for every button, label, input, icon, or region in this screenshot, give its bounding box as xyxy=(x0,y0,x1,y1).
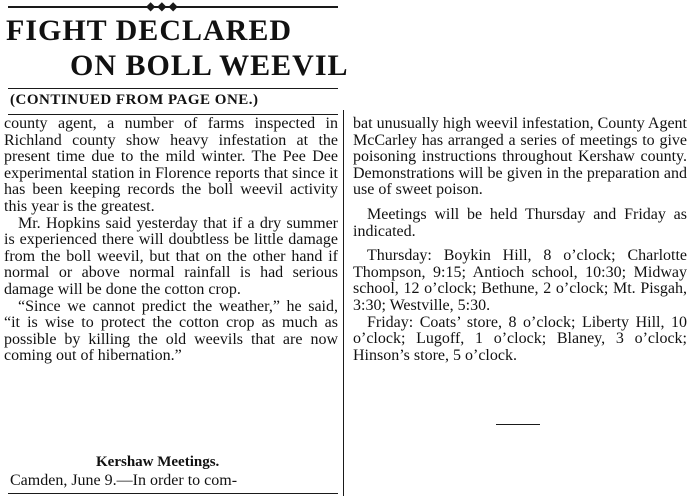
right-paragraph-2: Meetings will be held Thursday and Friday as indicated. xyxy=(353,205,687,240)
top-ornament-diamonds: ◆◆◆ xyxy=(146,0,180,13)
left-column xyxy=(4,116,338,365)
left-paragraph-1: county agent, a number of farms inspected in Richland county show heavy infestation at the present time due to the mild winter. The Pee Dee experimental station in Florence reports that since it has been keeping records the boll weevil activity this year is the greatest. xyxy=(4,115,338,215)
headline-bottom-rule xyxy=(8,88,338,89)
continued-from-label: (CONTINUED FROM PAGE ONE.) xyxy=(10,92,259,108)
left-paragraph-2: Mr. Hopkins said yesterday that if a dry summer is experienced there will doubtless be little damage from the boll weevil, but that on the other hand if normal or above normal rainfall is had serious damage will be done the cotton crop. xyxy=(4,214,338,298)
right-paragraph-4: Friday: Coats’ store, 8 o’clock; Liberty Hill, 10 o’clock; Lugoff, 1 o’clock; Blaney, 3 o’clock; Hinson’s store, 5 o’clock. xyxy=(353,313,687,364)
right-paragraph-3: Thursday: Boykin Hill, 8 o’clock; Charlotte Thompson, 9:15; Antioch school, 10:30; Midway school, 12 o’clock; Bethune, 2 o’clock; Mt. Pisgah, 3:30; Westville, 5:30. xyxy=(353,247,687,314)
right-end-rule xyxy=(496,424,540,425)
left-paragraph-3: “Since we cannot predict the weather,” he said, “it is wise to protect the cotton crop as much as possible by killing the old weevils that are now coming out of hibernation.” xyxy=(4,297,338,365)
right-column xyxy=(353,116,687,364)
right-paragraph-1: bat unusually high weevil infestation, County Agent McCarley has arranged a series of meetings to give poisoning instructions throughout Kershaw county. Demonstrations will be given in the preparation and use of sweet poison. xyxy=(353,115,687,199)
headline-line-2: ON BOLL WEEVIL xyxy=(70,49,349,82)
kershaw-meetings-subhead: Kershaw Meetings. xyxy=(96,454,220,470)
headline-line-1: FIGHT DECLARED xyxy=(6,14,292,47)
left-paragraph-4: Camden, June 9.—In order to com- xyxy=(10,472,238,489)
column-divider xyxy=(343,110,344,496)
left-bottom-rule xyxy=(8,493,338,494)
